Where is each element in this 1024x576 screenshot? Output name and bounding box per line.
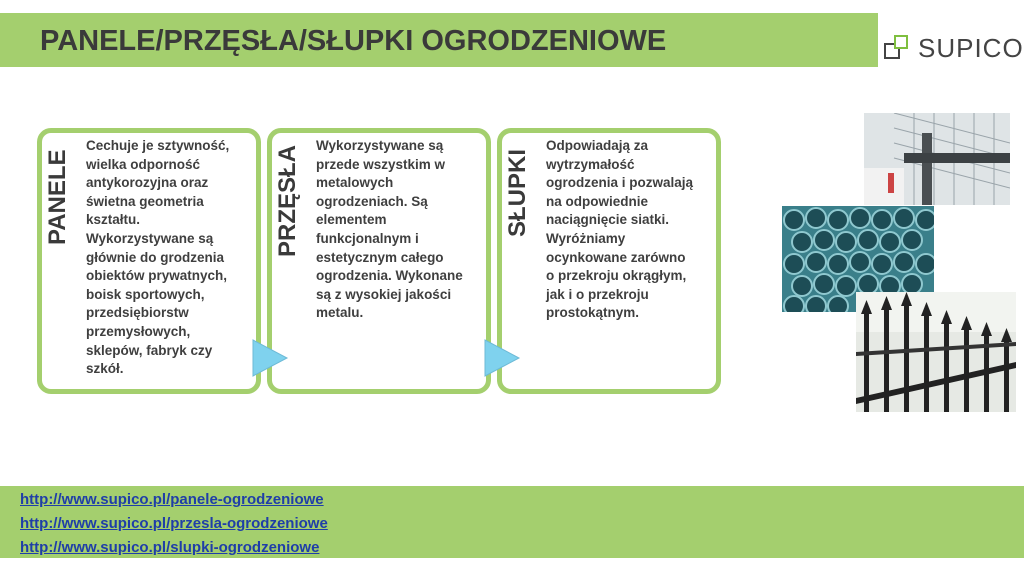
- metal-fence-photo: [856, 292, 1016, 412]
- card-slupki: [497, 128, 721, 394]
- card-description: Cechuje je sztywność, wielka odporność antykorozyjna oraz świetna geometria kształtu. Wykorzystywane są głównie do grodzenia obiektów prywatnych, boisk sportowych, przedsiębiorstw przemysłowych, sklepów, fabryk czy szkół.: [86, 138, 230, 377]
- link-slupki[interactable]: http://www.supico.pl/slupki-ogrodzeniowe: [20, 539, 320, 556]
- card-przesla: [267, 128, 491, 394]
- card-label: SŁUPKI: [504, 148, 531, 237]
- logo-text: SUPICO: [918, 32, 1024, 63]
- card-description: Odpowiadają za wytrzymałość ogrodzenia i pozwalają na odpowiednie naciągnięcie siatki. Wyróżniamy ocynkowane zarówno o przekroju okrągłym, jak i o przekroju prostokątnym.: [546, 138, 694, 321]
- page-title: PANELE/PRZĘSŁA/SŁUPKI OGRODZENIOWE: [40, 25, 667, 57]
- links-bar: [0, 486, 1024, 558]
- link-panele[interactable]: http://www.supico.pl/panele-ogrodzeniowe: [20, 491, 324, 508]
- card-label: PANELE: [44, 149, 71, 245]
- card-label: PRZĘSŁA: [274, 144, 301, 257]
- mesh-panel-photo: [864, 113, 1010, 205]
- link-przesla[interactable]: http://www.supico.pl/przesla-ogrodzeniowe: [20, 515, 328, 532]
- supico-logo: [884, 28, 1024, 68]
- arrow-right-icon: [250, 338, 290, 378]
- card-panele: [37, 128, 261, 394]
- supico-logo-icon: [884, 35, 910, 61]
- title-bar: [0, 13, 878, 67]
- arrow-right-icon: [482, 338, 522, 378]
- card-description: Wykorzystywane są przede wszystkim w metalowych ogrodzeniach. Są elementem funkcjonalnym i estetycznym całego ogrodzenia. Wykonane są z wysokiej jakości metalu.: [316, 138, 463, 321]
